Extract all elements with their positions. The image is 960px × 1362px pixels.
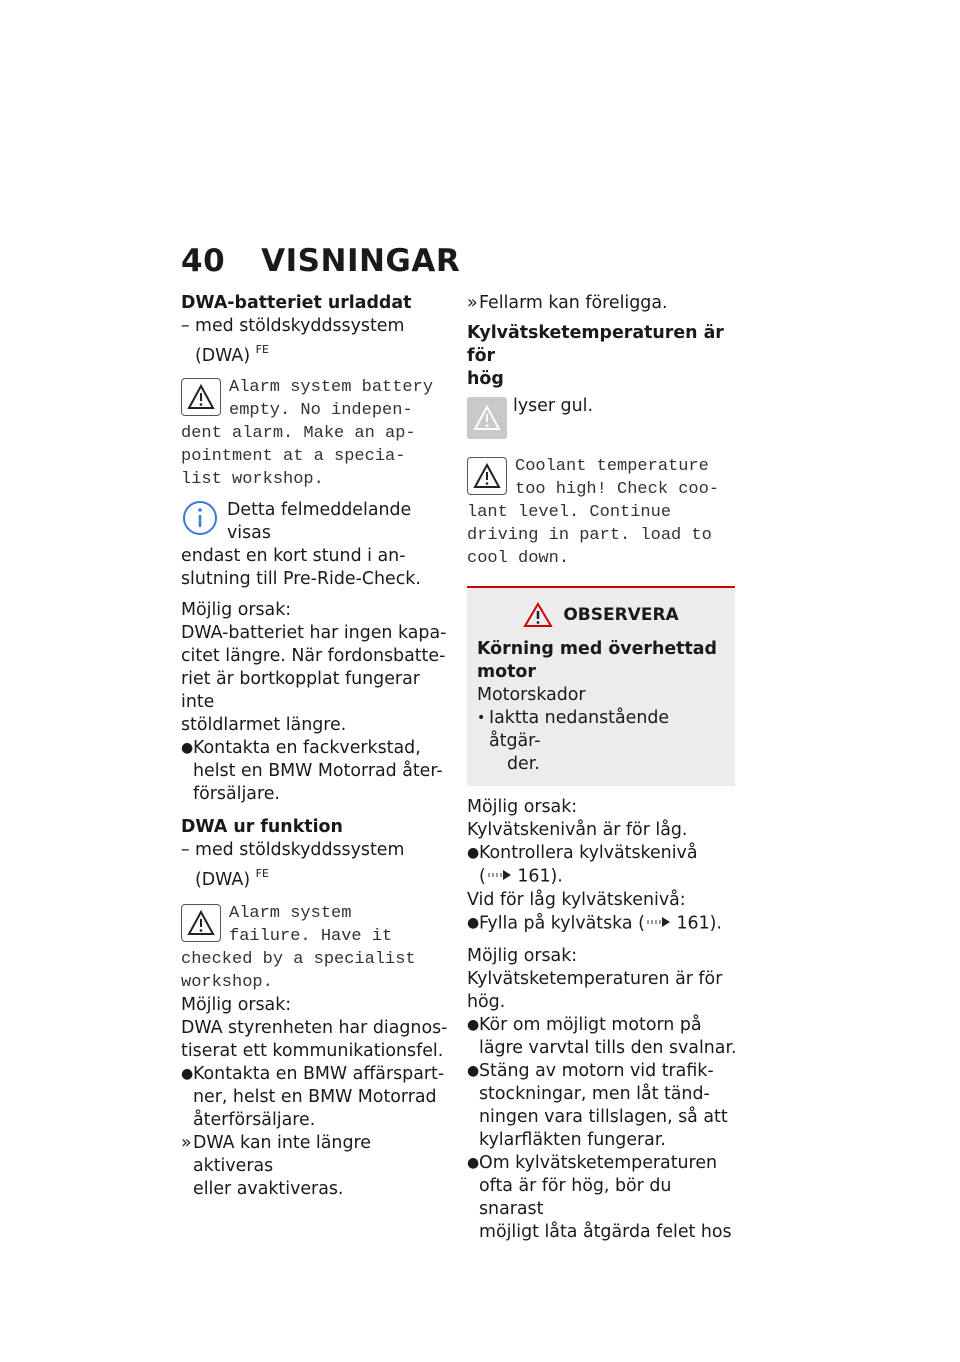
warning-message-block bbox=[181, 376, 451, 491]
notice-title: OBSERVERA bbox=[477, 602, 725, 628]
warning-triangle-icon bbox=[181, 378, 221, 416]
condition-line: – med stöldskyddssystem bbox=[181, 840, 405, 860]
right-column bbox=[467, 292, 737, 1244]
possible-cause: Möjlig orsak: Kylvätsketemperaturen är för hög. bbox=[467, 946, 723, 1012]
possible-cause: Möjlig orsak: DWA styrenheten har diagnos- tiserat ett kommunikationsfel. bbox=[181, 995, 448, 1061]
action-item: ● Kör om möjligt motorn på lägre varvtal tills den svalnar. bbox=[467, 1015, 737, 1058]
display-message: Coolant temperature too high! Check coo- lant level. Continue driving in part. load to cool down. bbox=[467, 457, 720, 568]
possible-cause: Möjlig orsak: Kylvätskenivån är för låg. bbox=[467, 797, 688, 840]
display-message: Alarm system battery empty. No indepen- dent alarm. Make an ap- pointment at a specia- list workshop. bbox=[181, 378, 434, 489]
page-reference[interactable]: 161). bbox=[676, 913, 722, 933]
lamp-text: lyser gul. bbox=[513, 396, 593, 416]
display-message: Alarm system failure. Have it checked by a specialist workshop. bbox=[181, 904, 416, 992]
notice-heading: Körning med överhettad motor bbox=[477, 639, 717, 682]
warning-triangle-icon bbox=[181, 904, 221, 942]
page-header bbox=[181, 243, 460, 279]
condition-line-2: (DWA) $^{FE}$ bbox=[195, 867, 269, 890]
page-reference-arrow-icon bbox=[645, 912, 671, 935]
notice-text: Motorskador bbox=[477, 685, 586, 705]
result-item: » DWA kan inte längre aktiveras eller avaktiveras. bbox=[181, 1133, 371, 1199]
action-item: ● Stäng av motorn vid trafik- stockningar, men låt tänd- ningen vara tillslagen, så att kylarfläkten fungerar. bbox=[467, 1061, 728, 1150]
section-title-dwa-battery: DWA-batteriet urladdat bbox=[181, 293, 412, 313]
page-reference[interactable]: 161). bbox=[517, 866, 563, 887]
indicator-lamp-block bbox=[467, 395, 737, 443]
sub-condition: Vid för låg kylvätskenivå: bbox=[467, 889, 686, 910]
caution-icon bbox=[523, 602, 553, 628]
warning-triangle-icon bbox=[467, 457, 507, 495]
action-item: ● Fylla på kylvätska ( 161). bbox=[467, 913, 722, 933]
page-number: 40 bbox=[181, 243, 226, 279]
warning-message-block bbox=[467, 455, 737, 570]
info-icon bbox=[181, 499, 219, 537]
warning-message-block bbox=[181, 902, 451, 994]
possible-cause: Möjlig orsak: DWA-batteriet har ingen kapa- citet längre. När fordonsbatte- riet är bortkopplat fungerar inte stöldlarmet längre. bbox=[181, 600, 447, 735]
notice-action: • Iaktta nedanstående åtgär- der. bbox=[477, 708, 670, 774]
condition-line: – med stöldskyddssystem bbox=[181, 316, 405, 336]
section-title-dwa-failure: DWA ur funktion bbox=[181, 817, 343, 837]
action-item: ● Om kylvätsketemperaturen ofta är för hög, bör du snarast möjligt låta åtgärda felet hos bbox=[467, 1153, 732, 1242]
left-column bbox=[181, 292, 451, 1201]
notice-box bbox=[467, 586, 735, 786]
result-item: » Fellarm kan föreligga. bbox=[467, 293, 668, 313]
info-block bbox=[181, 499, 451, 591]
section-title-coolant: Kylvätsketemperaturen är för hög bbox=[467, 323, 724, 389]
action-item: ● Kontakta en BMW affärspart- ner, helst en BMW Motorrad återförsäljare. bbox=[181, 1064, 445, 1130]
page-title: VISNINGAR bbox=[261, 243, 461, 279]
condition-line-2: (DWA) $^{FE}$ bbox=[195, 343, 269, 366]
info-text: Detta felmeddelande visas endast en kort stund i an- slutning till Pre-Ride-Check. bbox=[181, 500, 421, 589]
coolant-warning-lamp-icon bbox=[467, 397, 507, 439]
action-item: ● Kontakta en fackverkstad, helst en BMW Motorrad åter- försäljare. bbox=[181, 738, 443, 804]
page-reference-arrow-icon bbox=[486, 865, 512, 888]
action-item: ● Kontrollera kylvätskenivå ( 161). bbox=[467, 843, 698, 887]
